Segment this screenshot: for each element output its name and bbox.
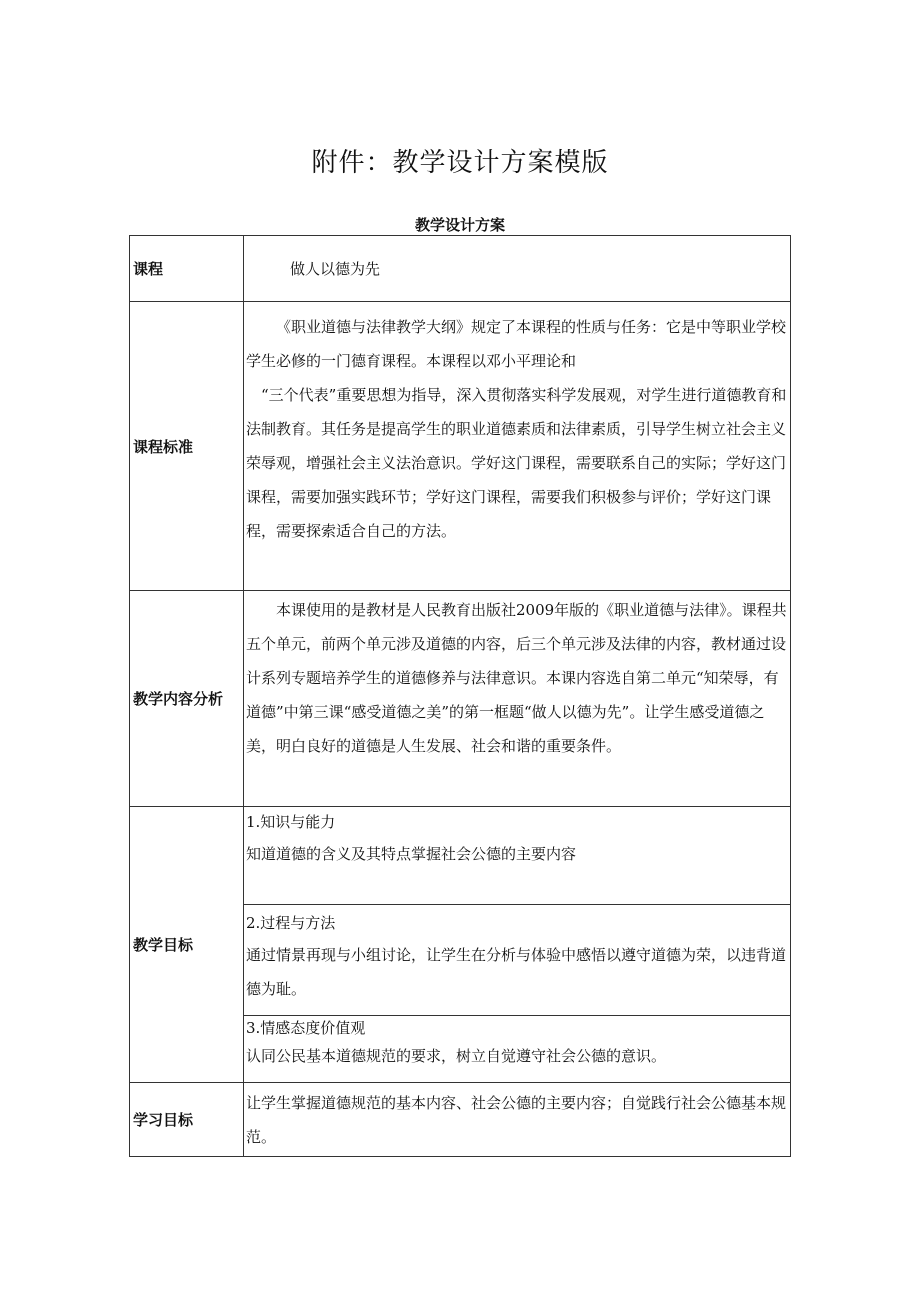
- table-row-standard: [130, 302, 791, 591]
- learning-paragraph: 让学生掌握道德规范的基本内容、社会公德的主要内容；自觉践行社会公德基本规范。: [246, 1094, 787, 1146]
- objective-text: 认同公民基本道德规范的要求，树立自觉遵守社会公德的意识。: [246, 1047, 667, 1065]
- objectives-label: 教学目标: [130, 807, 244, 1083]
- learning-label: 学习目标: [130, 1083, 244, 1157]
- objective-heading: 2.过程与方法: [246, 914, 336, 932]
- content-label: 教学内容分析: [130, 591, 244, 807]
- content-paragraph: 本课使用的是教材是人民教育出版社2009年版的《职业道德与法律》。课程共五个单元，前两个单元涉及道德的内容，后三个单元涉及法律的内容，教材通过设计系列专题培养学生的道德修养与法律意识。本课内容选自第二单元“知荣辱，有道德”中第三课“感受道德之美”的第一框题“做人以德为先”。让学生感受道德之美，明白良好的道德是人生发展、社会和谐的重要条件。: [246, 601, 787, 755]
- table-title: 教学设计方案: [414, 216, 505, 234]
- objective-process-cell: [244, 905, 791, 1016]
- table-row-objective-1: [130, 807, 791, 905]
- table-row-learning: [130, 1083, 791, 1157]
- course-label: 课程: [130, 236, 244, 302]
- standard-cell: [244, 302, 791, 591]
- content-cell: [244, 591, 791, 807]
- objective-text: 知道道德的含义及其特点掌握社会公德的主要内容: [246, 845, 577, 863]
- standard-label: 课程标准: [130, 302, 244, 591]
- objective-knowledge-cell: [244, 807, 791, 905]
- standard-paragraph-1: 《职业道德与法律教学大纲》规定了本课程的性质与任务：它是中等职业学校学生必修的一门德育课程。本课程以邓小平理论和: [246, 318, 787, 370]
- objective-heading: 1.知识与能力: [246, 813, 336, 831]
- course-value: 做人以德为先: [290, 259, 381, 278]
- objective-emotion-cell: [244, 1016, 791, 1083]
- design-plan-table: [129, 235, 791, 1157]
- objective-heading: 3.情感态度价值观: [246, 1019, 366, 1037]
- table-row-course: [130, 236, 791, 302]
- course-cell: [244, 236, 791, 302]
- document-title: 附件：教学设计方案模版: [311, 148, 609, 178]
- standard-paragraph-2: “三个代表”重要思想为指导，深入贯彻落实科学发展观，对学生进行道德教育和法制教育。其任务是提高学生的职业道德素质和法律素质，引导学生树立社会主义荣辱观，增强社会主义法治意识。学好这门课程，需要联系自己的实际；学好这门课程，需要加强实践环节；学好这门课程，需要我们积极参与评价；学好这门课程，需要探索适合自己的方法。: [246, 386, 787, 540]
- learning-cell: [244, 1083, 791, 1157]
- objective-text: 通过情景再现与小组讨论，让学生在分析与体验中感悟以遵守道德为荣，以违背道德为耻。: [246, 946, 787, 998]
- table-row-content: [130, 591, 791, 807]
